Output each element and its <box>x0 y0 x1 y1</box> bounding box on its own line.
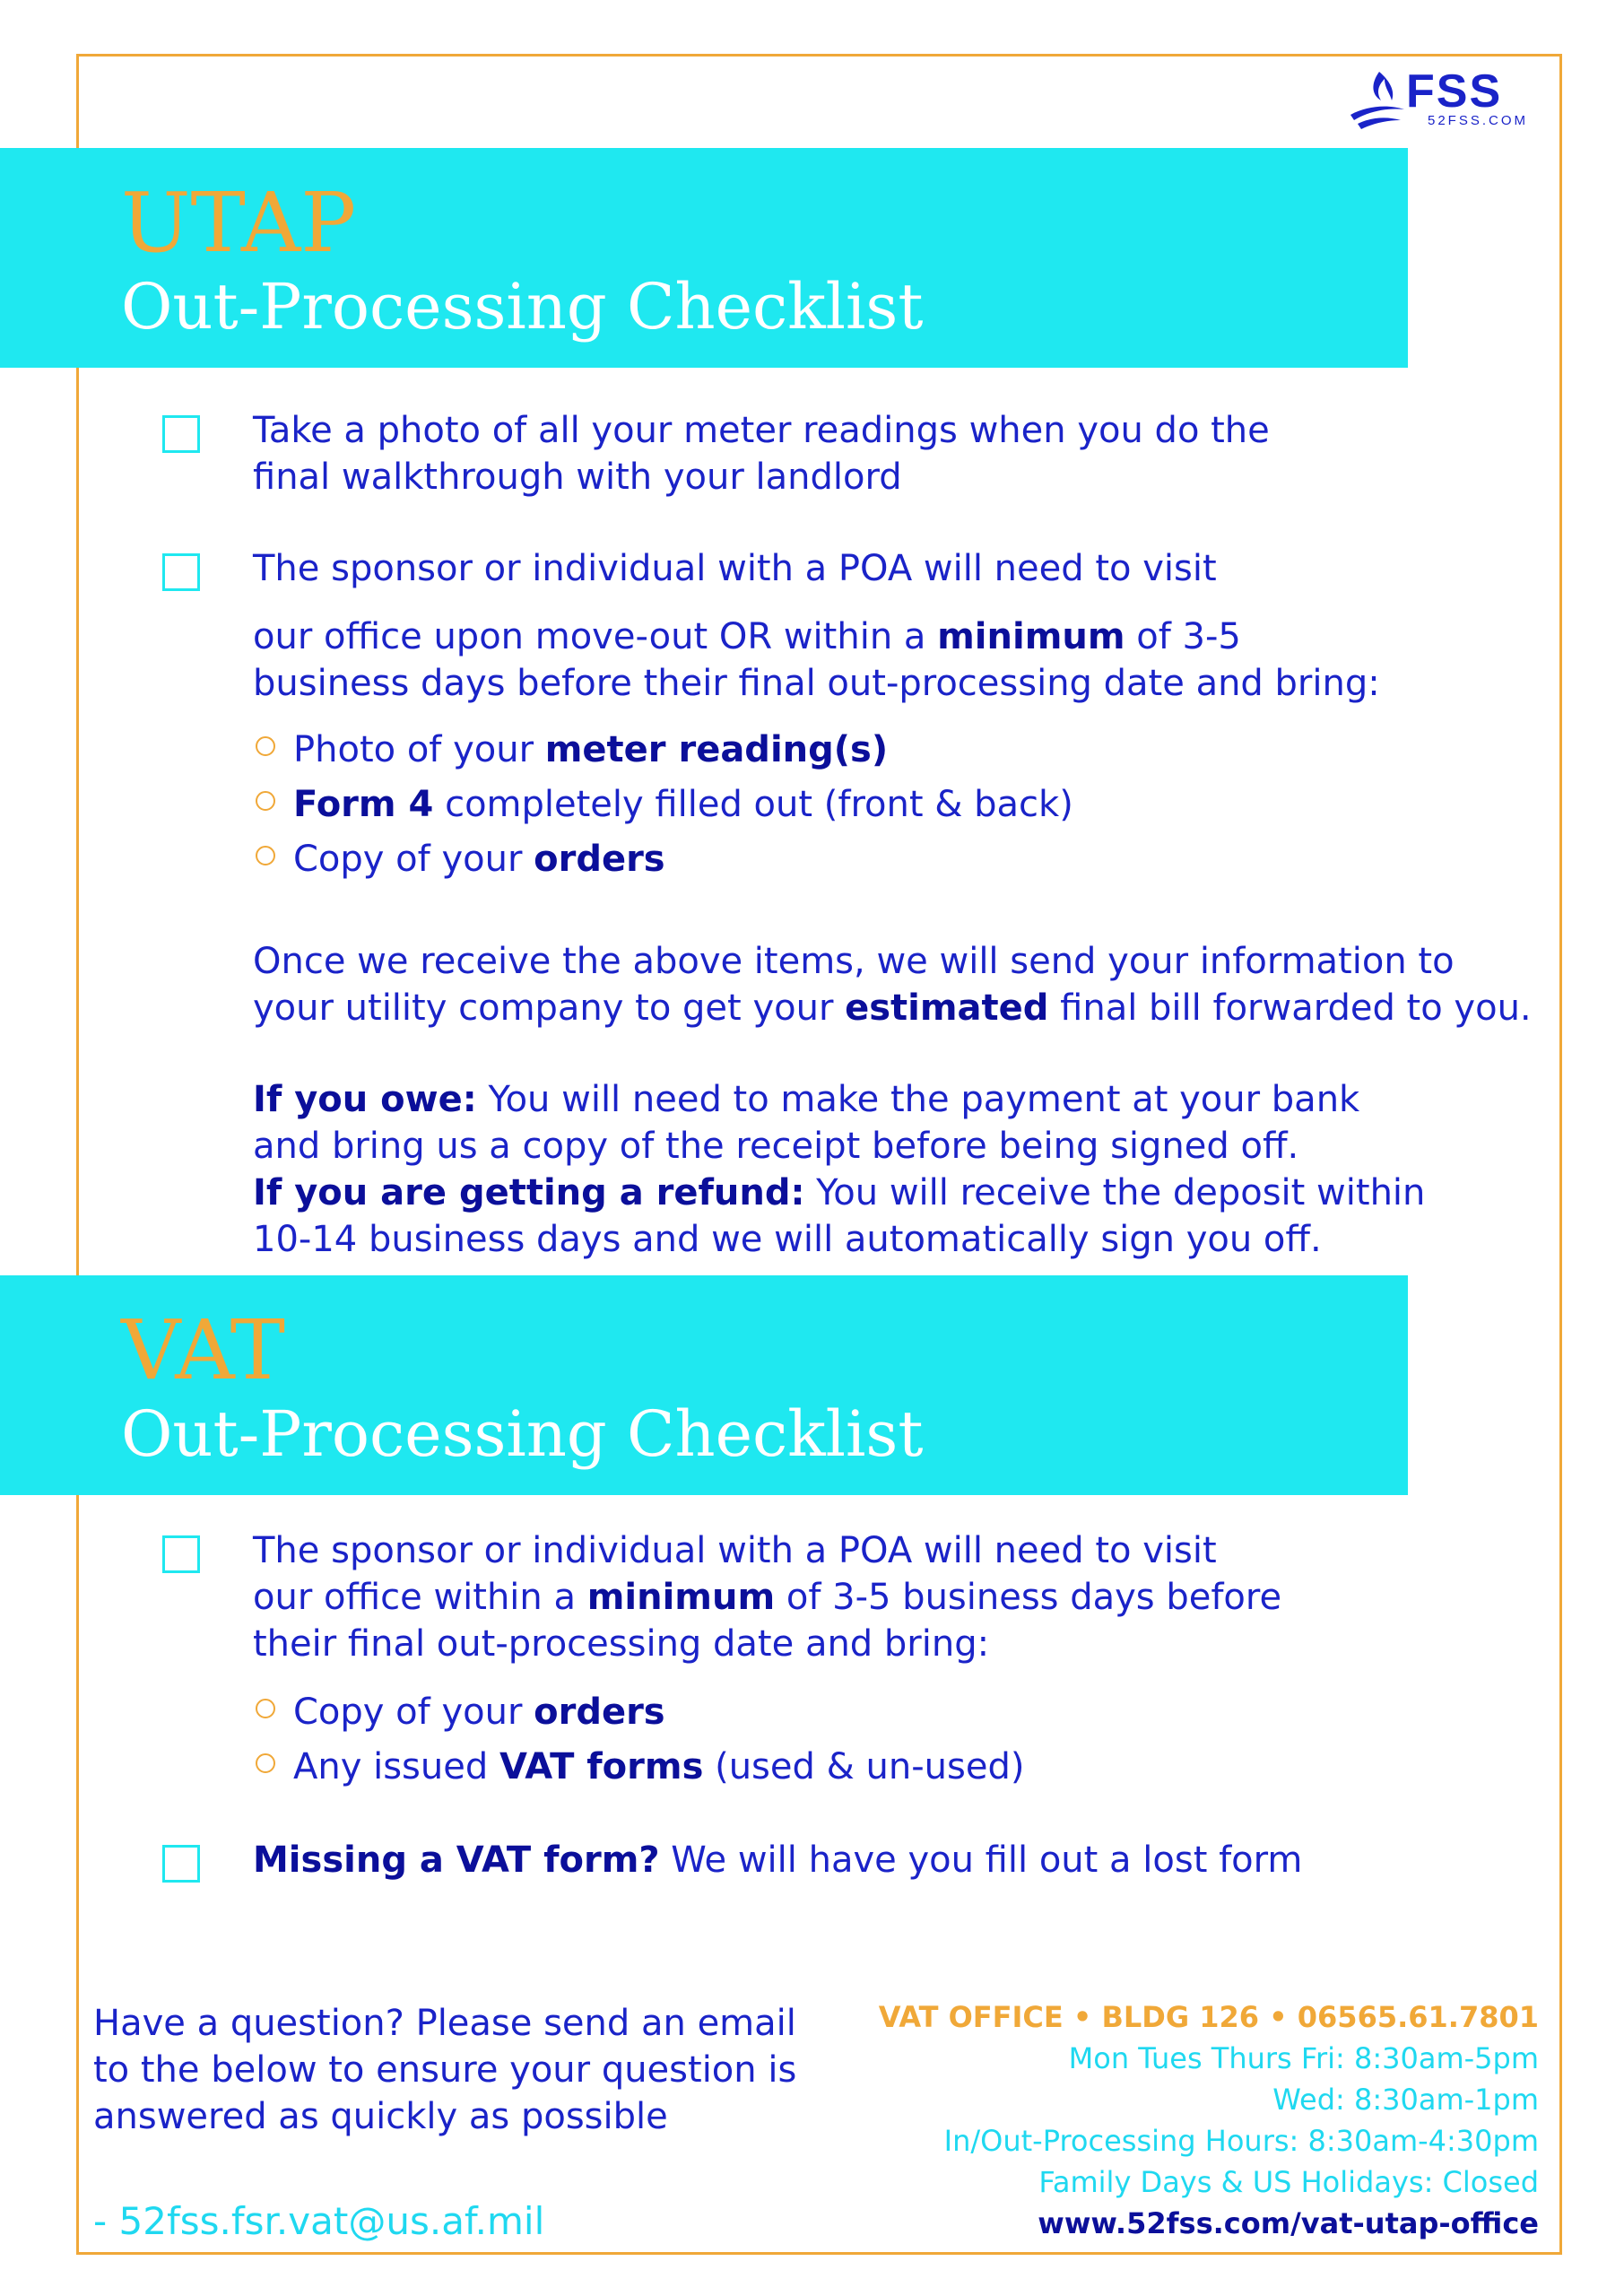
utap-item2-line1: The sponsor or individual with a POA will need to visit <box>253 548 1217 589</box>
utap-refund-line2: 10-14 business days and we will automatically sign you off. <box>253 1219 1322 1260</box>
website-link[interactable]: www.52fss.com/vat-utap-office <box>1038 2206 1539 2240</box>
vat-item1-line2: our office within a minimum of 3-5 business days before <box>253 1577 1282 1618</box>
vat-title: Out-Processing Checklist <box>121 1397 924 1471</box>
contact-email-link[interactable]: - 52fss.fsr.vat@us.af.mil <box>93 2199 545 2243</box>
utap-item1-line2: final walkthrough with your landlord <box>253 457 902 498</box>
hours-processing: In/Out-Processing Hours: 8:30am-4:30pm <box>943 2124 1539 2158</box>
fss-flame-icon <box>1345 65 1408 136</box>
utap-checkbox-1[interactable] <box>162 415 200 453</box>
footer-question-line2: to the below to ensure your question is <box>93 2049 797 2091</box>
utap-item2-line2: our office upon move-out OR within a minimum of 3-5 <box>253 616 1241 657</box>
vat-office-info: VAT OFFICE • BLDG 126 • 06565.61.7801 <box>878 2000 1539 2034</box>
vat-item1-line3: their final out-processing date and bring: <box>253 1623 990 1665</box>
hours-weekdays: Mon Tues Thurs Fri: 8:30am-5pm <box>1068 2041 1539 2075</box>
footer-question-line1: Have a question? Please send an email <box>93 2003 796 2044</box>
utap-bullet-meter: Photo of your meter reading(s) <box>256 726 888 773</box>
vat-header-band <box>0 1275 1408 1495</box>
vat-bullet-forms: Any issued VAT forms (used & un-used) <box>256 1744 1024 1790</box>
bullet-circle-icon <box>256 1699 275 1718</box>
hours-holidays: Family Days & US Holidays: Closed <box>1038 2165 1539 2199</box>
logo-name: FSS <box>1406 65 1503 117</box>
utap-item1-line1: Take a photo of all your meter readings when you do the <box>253 410 1270 451</box>
bullet-circle-icon <box>256 1753 275 1773</box>
bullet-circle-icon <box>256 736 275 756</box>
vat-kicker: VAT <box>121 1302 285 1398</box>
utap-title: Out-Processing Checklist <box>121 270 924 344</box>
vat-checkbox-2[interactable] <box>162 1845 200 1883</box>
footer-question-line3: answered as quickly as possible <box>93 2096 668 2137</box>
hours-wednesday: Wed: 8:30am-1pm <box>1272 2083 1539 2117</box>
utap-para1-line1: Once we receive the above items, we will send your information to <box>253 941 1455 982</box>
utap-para1-line2: your utility company to get your estimated final bill forwarded to you. <box>253 987 1532 1029</box>
utap-owe-line2: and bring us a copy of the receipt before being signed off. <box>253 1126 1299 1167</box>
utap-item2-line3: business days before their final out-processing date and bring: <box>253 663 1380 704</box>
utap-bullet-orders: Copy of your orders <box>256 836 665 883</box>
logo-subtext: 52FSS.COM <box>1428 113 1529 128</box>
utap-owe-line1: If you owe: You will need to make the payment at your bank <box>253 1079 1360 1120</box>
bullet-circle-icon <box>256 791 275 811</box>
vat-checkbox-1[interactable] <box>162 1535 200 1573</box>
utap-bullet-form4: Form 4 completely filled out (front & back) <box>256 781 1073 828</box>
utap-kicker: UTAP <box>121 175 357 271</box>
utap-checkbox-2[interactable] <box>162 553 200 591</box>
vat-item1-line1: The sponsor or individual with a POA will need to visit <box>253 1530 1217 1571</box>
vat-item2-line: Missing a VAT form? We will have you fill out a lost form <box>253 1839 1303 1881</box>
bullet-circle-icon <box>256 846 275 865</box>
utap-refund-line1: If you are getting a refund: You will receive the deposit within <box>253 1172 1426 1213</box>
fss-logo <box>1345 65 1551 136</box>
vat-bullet-orders: Copy of your orders <box>256 1689 665 1735</box>
utap-header-band <box>0 148 1408 368</box>
